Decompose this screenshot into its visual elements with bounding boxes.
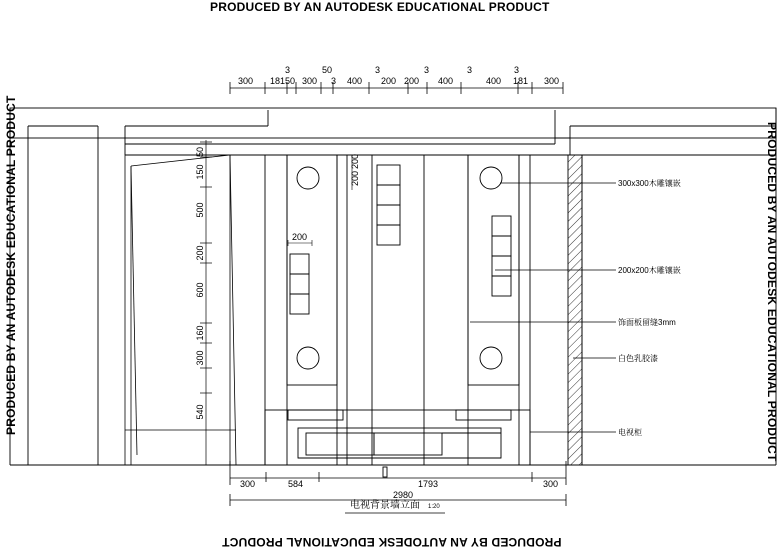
bottom-dim-1: 300	[240, 479, 256, 489]
carving-circle-top-left	[297, 167, 319, 189]
carving-circle-top-right	[480, 167, 502, 189]
tv-cabinet	[265, 410, 530, 477]
top-dim-label: 181	[270, 76, 286, 86]
watermark-top: PRODUCED BY AN AUTODESK EDUCATIONAL PRODUCT	[210, 0, 550, 14]
carving-square-center	[377, 165, 400, 185]
carving-square-center	[377, 205, 400, 225]
left-dim-label: 300	[195, 350, 205, 366]
top-dim-upper-label: 3	[424, 65, 430, 75]
left-dim-label: 600	[195, 282, 205, 298]
bottom-dim-3: 1793	[418, 479, 439, 489]
top-dim-label: 3	[331, 76, 337, 86]
carving-square-left	[290, 254, 309, 274]
circle-carvings	[297, 167, 502, 369]
square-carvings	[290, 165, 511, 314]
carving-circle-bottom-left	[297, 347, 319, 369]
top-dim-label: 300	[302, 76, 318, 86]
carving-square-right	[492, 236, 511, 256]
carving-square-left	[290, 294, 309, 314]
right-wall-section	[568, 155, 582, 465]
watermark-bottom: PRODUCED BY AN AUTODESK EDUCATIONAL PRODUCT	[222, 535, 562, 549]
annotation-labels	[618, 178, 681, 437]
top-dim-label: 400	[438, 76, 454, 86]
niche-width-label: 200	[292, 232, 308, 242]
bottom-dim-total: 2980	[393, 490, 414, 500]
top-dim-label: 300	[238, 76, 254, 86]
top-dim-label: 200	[404, 76, 420, 86]
left-dim-label: 200	[195, 245, 205, 261]
top-dim-label: 200	[381, 76, 397, 86]
carving-square-center	[377, 185, 400, 205]
top-dim-label: 300	[544, 76, 560, 86]
center-height-label-a: 200	[350, 170, 360, 186]
annotation-label: 300x300木雕镶嵌	[618, 179, 681, 188]
top-dim-label: 400	[486, 76, 502, 86]
annotation-label: 白色乳胶漆	[618, 354, 658, 363]
carving-square-right	[492, 276, 511, 296]
bottom-dim-2: 584	[288, 479, 304, 489]
bottom-dim-4: 300	[543, 479, 559, 489]
annotation-label: 200x200木雕镶嵌	[618, 266, 681, 275]
top-dim-upper-label: 3	[514, 65, 520, 75]
top-dim-upper-label: 50	[322, 65, 333, 75]
annotation-label: 饰面板留缝3mm	[618, 318, 676, 327]
left-dim-label: 540	[195, 404, 205, 420]
left-door-opening	[125, 155, 236, 465]
left-dim-label: 500	[195, 202, 205, 218]
top-dim-upper-label: 3	[285, 65, 291, 75]
left-dim-label: 50	[195, 146, 205, 158]
carving-square-right	[492, 216, 511, 236]
top-dim-label: 181	[513, 76, 529, 86]
left-dimension-labels	[195, 147, 205, 420]
top-dim-upper-label: 3	[467, 65, 473, 75]
drawing-scale: 1:20	[428, 504, 440, 510]
carving-circle-bottom-right	[480, 347, 502, 369]
annotation-label: 电视柜	[618, 428, 642, 437]
top-dim-label: 50	[285, 76, 296, 86]
left-dim-label: 160	[195, 325, 205, 341]
carving-square-center	[377, 225, 400, 245]
watermark-left: PRODUCED BY AN AUTODESK EDUCATIONAL PRODUCT	[4, 95, 18, 435]
top-dimension-labels	[238, 65, 559, 86]
left-dim-label: 150	[195, 164, 205, 180]
carving-square-left	[290, 274, 309, 294]
watermark-right: PRODUCED BY AN AUTODESK EDUCATIONAL PRODUCT	[765, 122, 779, 462]
top-dim-upper-label: 3	[375, 65, 381, 75]
center-height-label-b: 200	[350, 153, 360, 169]
tv-wall	[265, 155, 530, 465]
drawing-title: 电视背景墙立面	[350, 500, 420, 511]
top-dim-label: 400	[347, 76, 363, 86]
carving-square-right	[492, 256, 511, 276]
